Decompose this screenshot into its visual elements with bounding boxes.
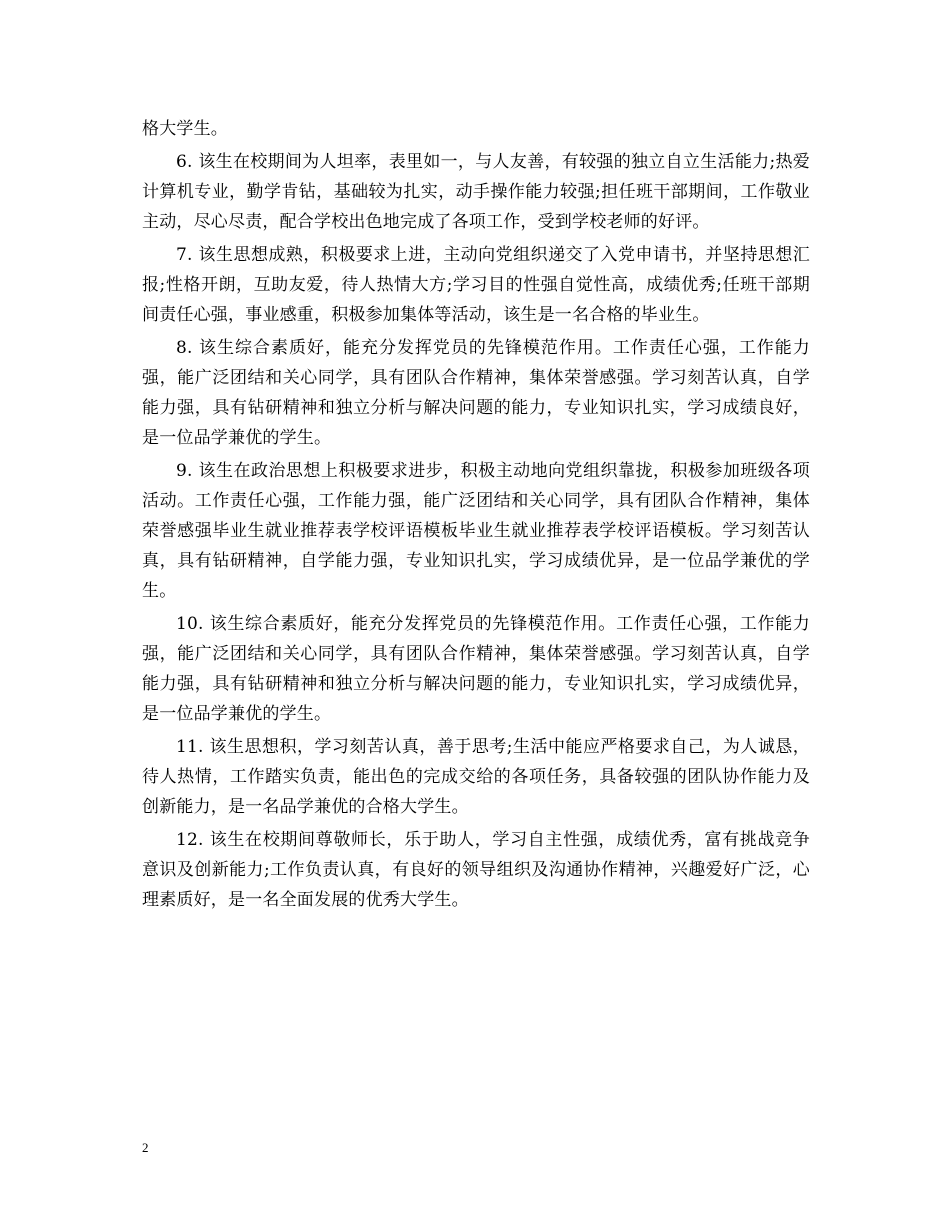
paragraph-item-7: 7. 该生思想成熟，积极要求上进，主动向党组织递交了入党申请书，并坚持思想汇报;性格开朗，互助友爱，待人热情大方;学习目的性强自觉性高，成绩优秀;任班干部期间责任心强，事业感重，积极参加集体等活动，该生是一名合格的毕业生。 <box>142 245 810 325</box>
paragraph-continuation: 格大学生。 <box>142 119 228 139</box>
page-number: 2 <box>142 1140 149 1155</box>
paragraph-item-12: 12. 该生在校期间尊敬师长，乐于助人，学习自主性强，成绩优秀，富有挑战竞争意识及创新能力;工作负责认真，有良好的领导组织及沟通协作精神，兴趣爱好广泛，心理素质好，是一名全面发展的优秀大学生。 <box>142 830 810 910</box>
paragraph-item-9: 9. 该生在政治思想上积极要求进步，积极主动地向党组织靠拢，积极参加班级各项活动。工作责任心强，工作能力强，能广泛团结和关心同学，具有团队合作精神，集体荣誉感强毕业生就业推荐表学校评语模板毕业生就业推荐表学校评语模板。学习刻苦认真，具有钻研精神，自学能力强，专业知识扎实，学习成绩优异，是一位品学兼优的学生。 <box>142 461 810 601</box>
paragraph-item-11: 11. 该生思想积，学习刻苦认真，善于思考;生活中能应严格要求自己，为人诚恳，待人热情，工作踏实负责，能出色的完成交给的各项任务，具备较强的团队协作能力及创新能力，是一名品学兼优的合格大学生。 <box>142 737 810 817</box>
paragraph-item-10: 10. 该生综合素质好，能充分发挥党员的先锋模范作用。工作责任心强，工作能力强，能广泛团结和关心同学，具有团队合作精神，集体荣誉感强。学习刻苦认真，自学能力强，具有钻研精神和独立分析与解决问题的能力，专业知识扎实，学习成绩优异，是一位品学兼优的学生。 <box>142 614 810 724</box>
paragraph-item-8: 8. 该生综合素质好，能充分发挥党员的先锋模范作用。工作责任心强，工作能力强，能广泛团结和关心同学，具有团队合作精神，集体荣誉感强。学习刻苦认真，自学能力强，具有钻研精神和独立分析与解决问题的能力，专业知识扎实，学习成绩良好，是一位品学兼优的学生。 <box>142 338 810 448</box>
document-body <box>142 114 810 918</box>
paragraph-item-6: 6. 该生在校期间为人坦率，表里如一，与人友善，有较强的独立自立生活能力;热爱计算机专业，勤学肯钻，基础较为扎实，动手操作能力较强;担任班干部期间，工作敬业主动，尽心尽责，配合学校出色地完成了各项工作，受到学校老师的好评。 <box>142 152 810 232</box>
